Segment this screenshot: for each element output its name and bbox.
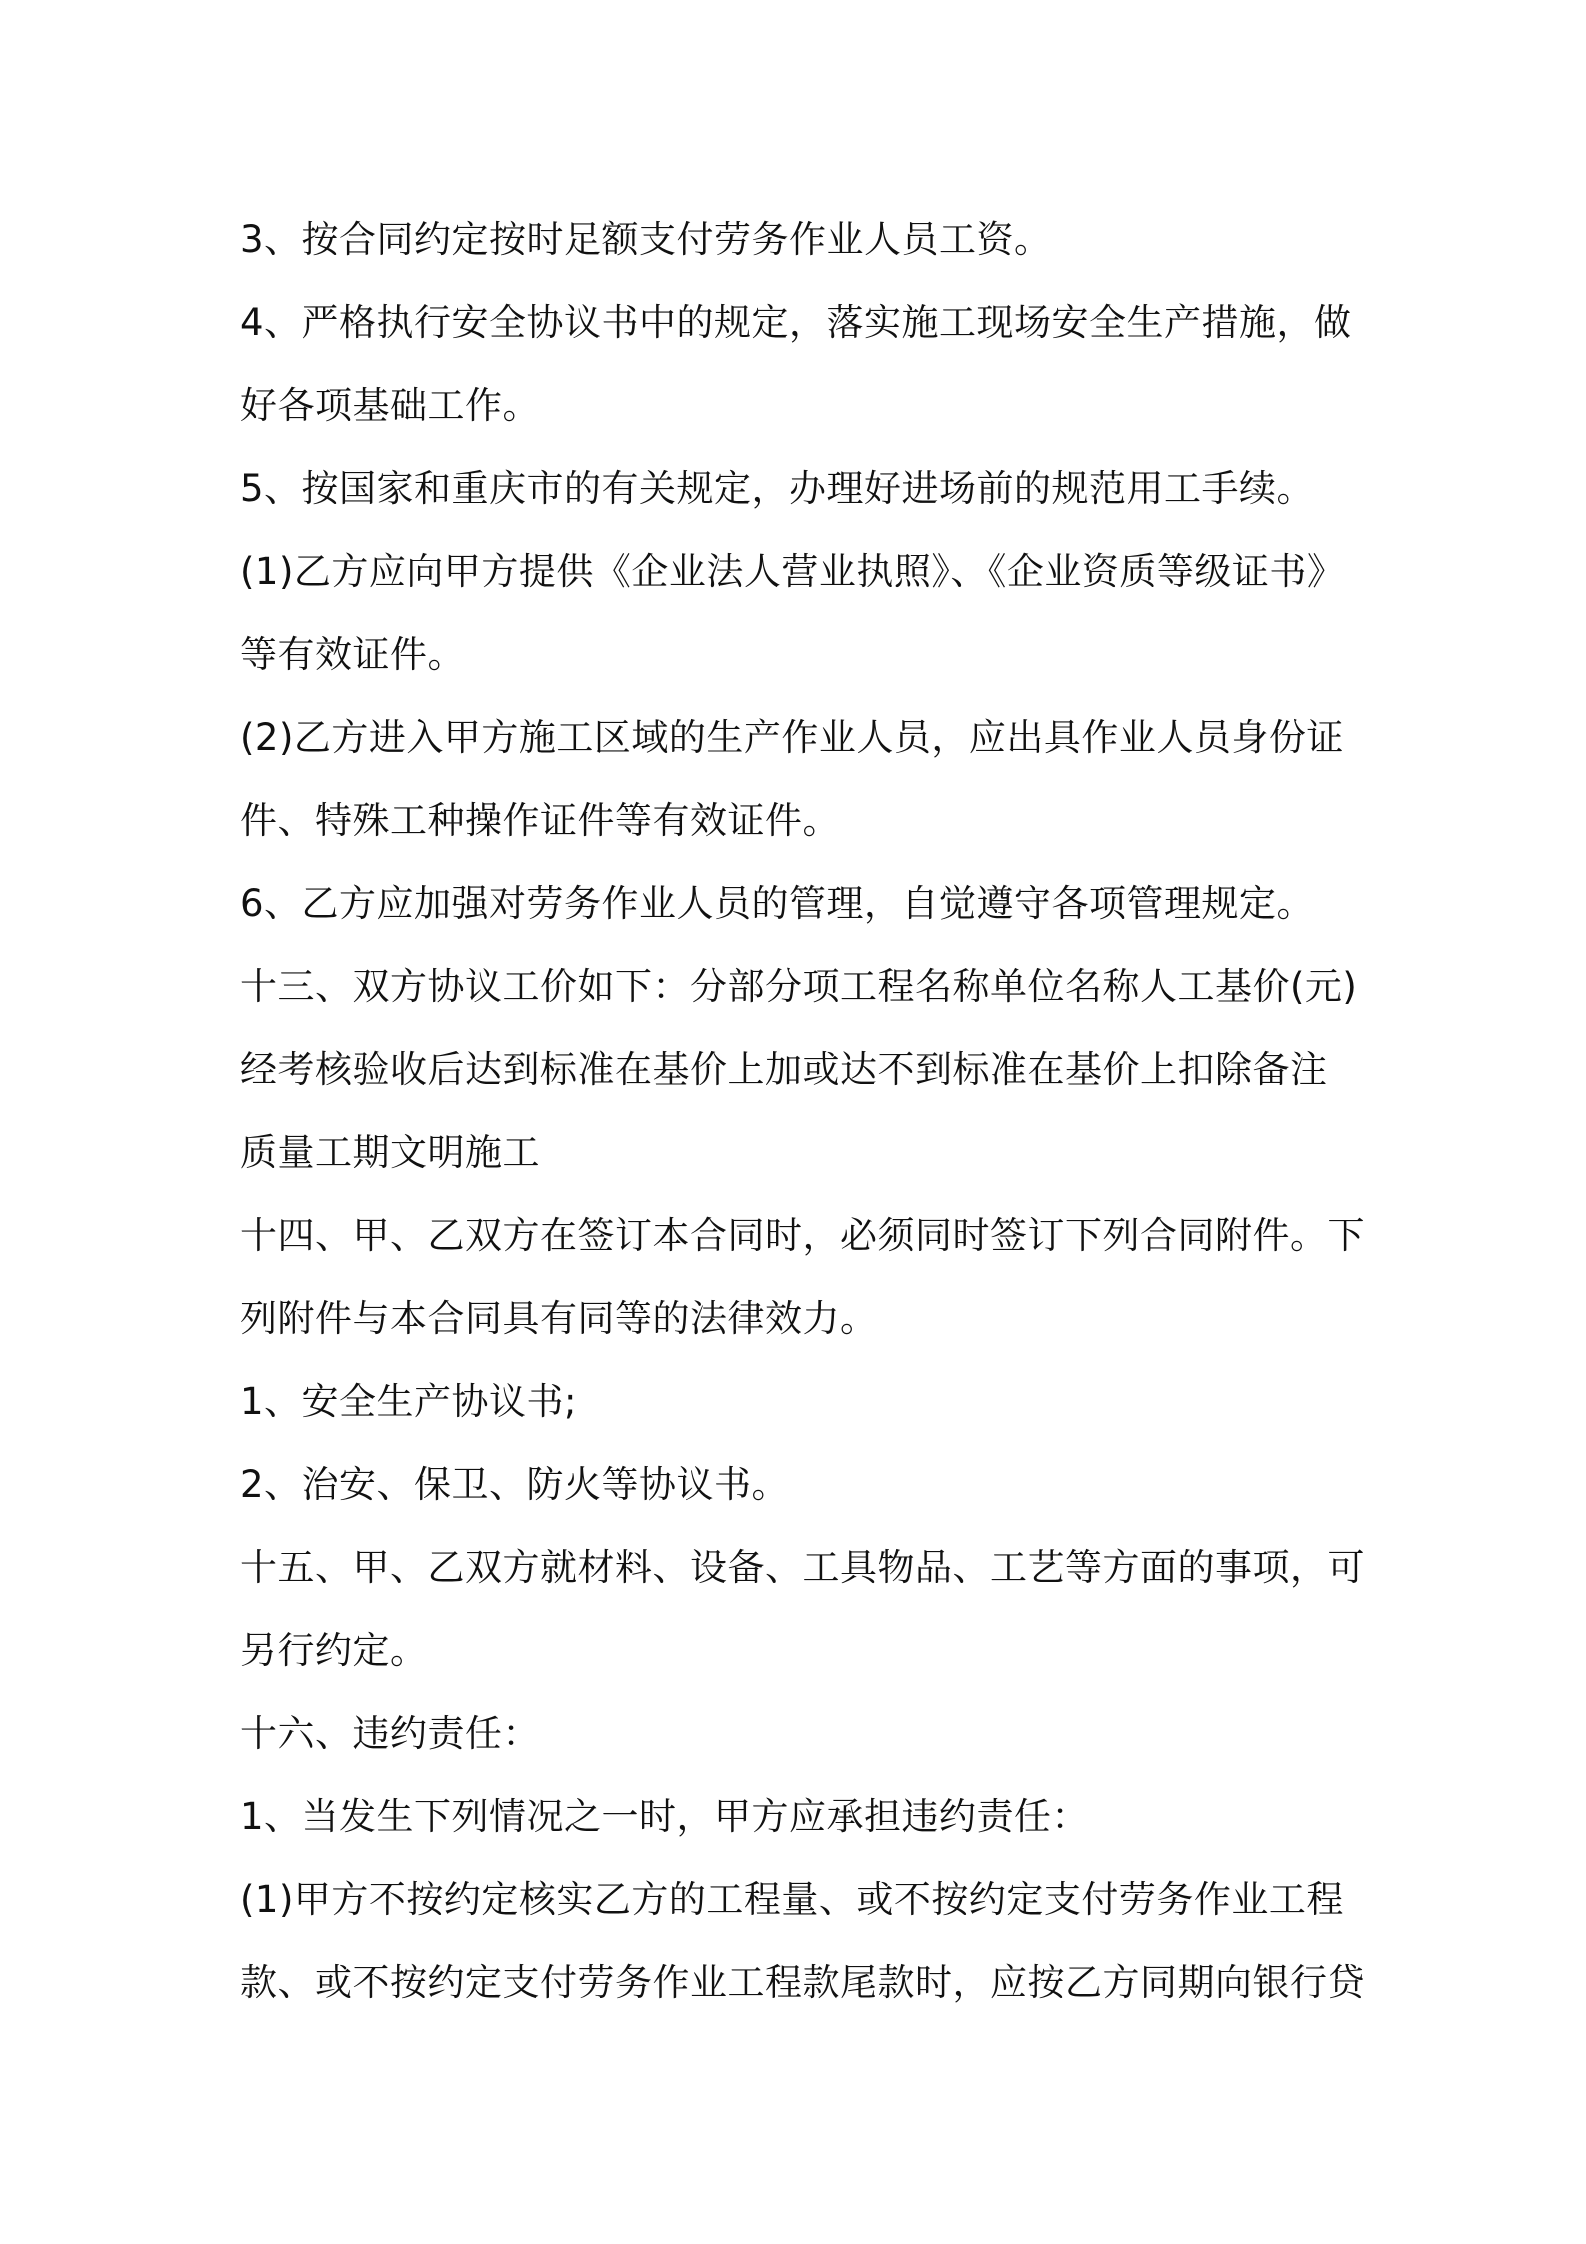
text-line: 列附件与本合同具有同等的法律效力。: [240, 1297, 878, 1340]
text-line: 质量工期文明施工: [240, 1131, 540, 1174]
document-body: [240, 198, 1365, 2024]
text-line: 5、按国家和重庆市的有关规定，办理好进场前的规范用工手续。: [240, 467, 1315, 510]
text-line: (2)乙方进入甲方施工区域的生产作业人员，应出具作业人员身份证: [240, 716, 1344, 759]
text-line: 等有效证件。: [240, 633, 465, 676]
text-line: 款、或不按约定支付劳务作业工程款尾款时，应按乙方同期向银行贷: [240, 1961, 1365, 2004]
text-line: 经考核验收后达到标准在基价上加或达不到标准在基价上扣除备注: [240, 1048, 1328, 1091]
text-line: 1、安全生产协议书;: [240, 1380, 578, 1423]
text-line: 十四、甲、乙双方在签订本合同时，必须同时签订下列合同附件。下: [240, 1214, 1365, 1257]
text-line: 6、乙方应加强对劳务作业人员的管理，自觉遵守各项管理规定。: [240, 882, 1315, 925]
text-line: 十六、违约责任：: [240, 1712, 540, 1755]
text-line: 件、特殊工种操作证件等有效证件。: [240, 799, 840, 842]
text-line: (1)乙方应向甲方提供《企业法人营业执照》、《企业资质等级证书》: [240, 550, 1345, 593]
text-line: 另行约定。: [240, 1629, 428, 1672]
text-line: (1)甲方不按约定核实乙方的工程量、或不按约定支付劳务作业工程: [240, 1878, 1344, 1921]
text-line: 十五、甲、乙双方就材料、设备、工具物品、工艺等方面的事项，可: [240, 1546, 1365, 1589]
text-line: 2、治安、保卫、防火等协议书。: [240, 1463, 790, 1506]
text-line: 十三、双方协议工价如下：分部分项工程名称单位名称人工基价(元): [240, 965, 1358, 1008]
text-line: 1、当发生下列情况之一时，甲方应承担违约责任：: [240, 1795, 1090, 1838]
text-line: 3、按合同约定按时足额支付劳务作业人员工资。: [240, 218, 1052, 261]
text-line: 好各项基础工作。: [240, 384, 540, 427]
text-line: 4、严格执行安全协议书中的规定，落实施工现场安全生产措施，做: [240, 301, 1352, 344]
